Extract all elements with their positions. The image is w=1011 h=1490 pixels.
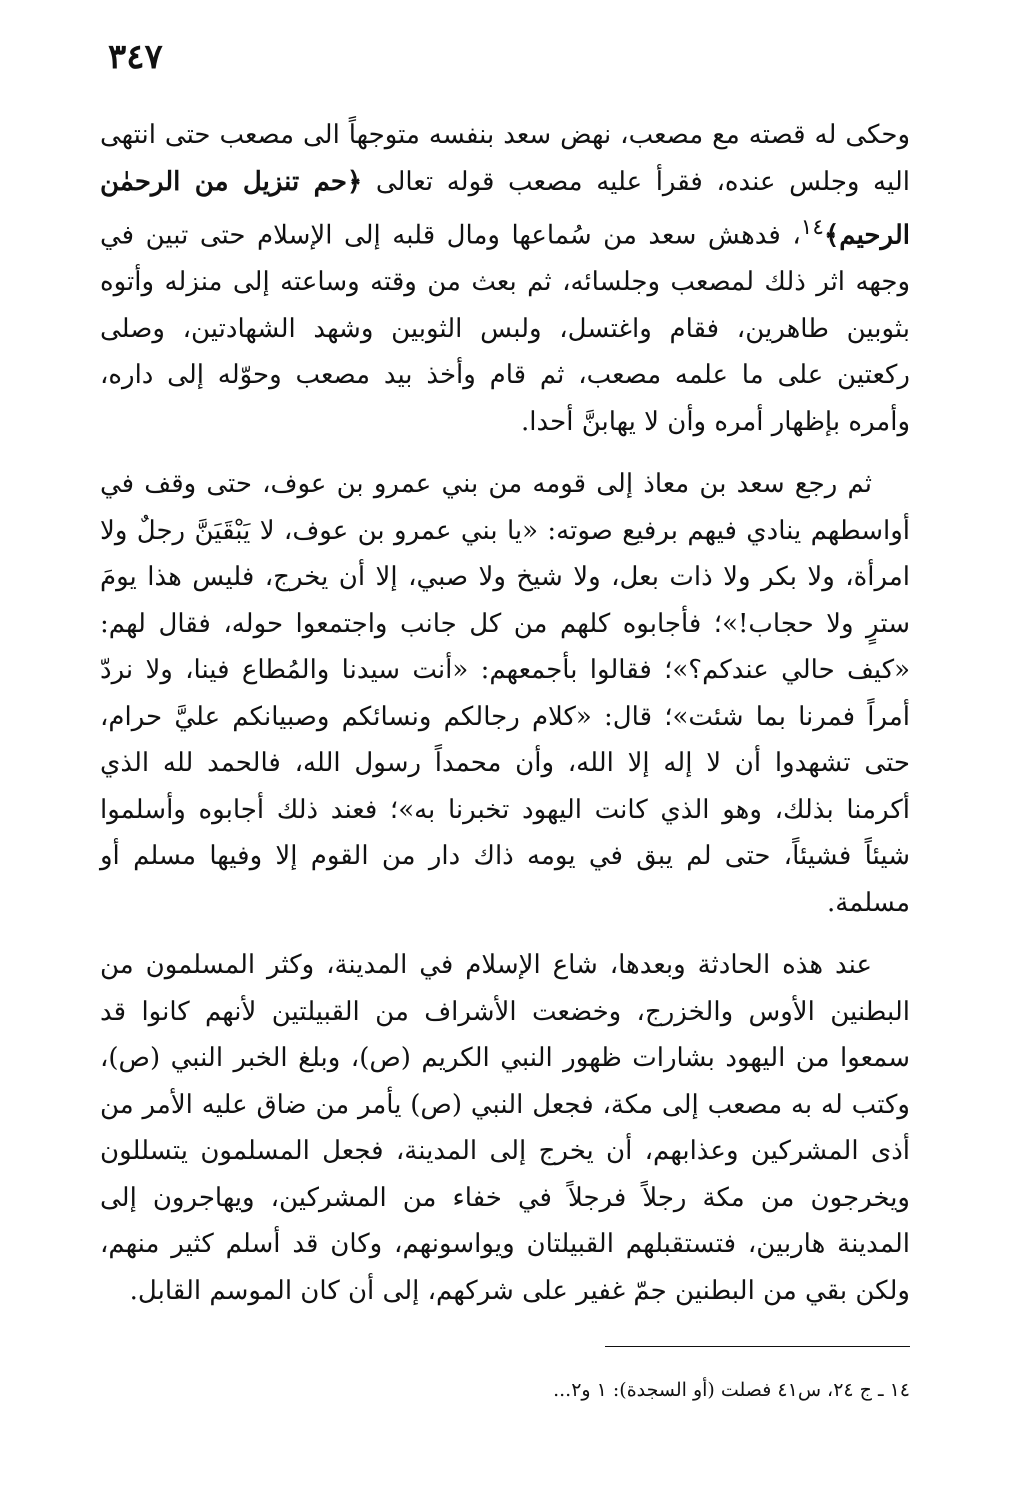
paragraph-3: عند هذه الحادثة وبعدها، شاع الإسلام في المدينة، وكثر المسلمون من البطنين الأوس والخزرج، وخضعت الأشراف من القبيلتين لأنهم كانوا قد سمعوا من اليهود بشارات ظهور النبي الكريم (ص)، وبلغ الخبر النبي (ص)، وكتب له به مصعب إلى مكة، فجعل النبي (ص) يأمر من ضاق عليه الأمر من أذى المشركين وعذابهم، أن يخرج إلى المدينة، فجعل المسلمون يتسللون ويخرجون من مكة رجلاً فرجلاً في خفاء من المشركين، ويهاجرون إلى المدينة هاربين، فتستقبلهم القبيلتان ويواسونهم، وكان قد أسلم كثير منهم، ولكن بقي من البطنين جمّ غفير على شركهم، إلى أن كان الموسم القابل. bbox=[100, 950, 911, 1306]
paragraph-1-text-after: ، فدهش سعد من سُماعها ومال قلبه إلى الإسلام حتى تبين في وجهه اثر ذلك لمصعب وجلسائه، ثم بعث من وقته وساعته إلى منزله وأتوه بثوبين طاهرين، فقام واغتسل، ولبس الثوبين وشهد الشهادتين، وصلى ركعتين على ما علمه مصعب، ثم قام وأخذ بيد مصعب وحوّله إلى داره، وأمره بإظهار أمره وأن لا يهابنَّ أحدا. bbox=[100, 220, 910, 437]
main-text bbox=[100, 112, 910, 1330]
footnote-divider bbox=[605, 1346, 910, 1347]
page-number: ٣٤٧ bbox=[108, 37, 163, 77]
footnote: ١٤ ـ ج ٢٤، س٤١ فصلت (أو السجدة): ١ و٢... bbox=[553, 1379, 910, 1401]
paragraph-1 bbox=[100, 112, 910, 445]
paragraph-2: ثم رجع سعد بن معاذ إلى قومه من بني عمرو بن عوف، حتى وقف في أواسطهم ينادي فيهم برفيع صوته: «يا بني عمرو بن عوف، لا يَبْقَيَنَّ رجلٌ ولا امرأة، ولا بكر ولا ذات بعل، ولا شيخ ولا صبي، إلا أن يخرج، فليس هذا يومَ سترٍ ولا حجاب!»؛ فأجابوه كلهم من كل جانب واجتمعوا حوله، فقال لهم: «كيف حالي عندكم؟»؛ فقالوا بأجمعهم: «أنت سيدنا والمُطاع فينا، ولا نردّ أمراً فمرنا بما شئت»؛ قال: «كلام رجالكم ونسائكم وصبيانكم عليَّ حرام، حتى تشهدوا أن لا إله إلا الله، وأن محمداً رسول الله، فالحمد لله الذي أكرمنا بذلك، وهو الذي كانت اليهود تخبرنا به»؛ فعند ذلك أجابوه وأسلموا شيئاً فشيئاً، حتى لم يبق في يومه ذاك دار من القوم إلا وفيها مسلم أو مسلمة. bbox=[100, 469, 910, 918]
quran-verse: ﴿حم تنزيل من الرحمٰن الرحيم﴾ bbox=[100, 166, 910, 251]
paragraph-1-text-before: وحكى له قصته مع مصعب، نهض سعد بنفسه متوجهاً الى مصعب حتى انتهى اليه وجلس عنده، فقرأ عليه مصعب قوله تعالى bbox=[100, 120, 910, 197]
footnote-reference: ١٤ bbox=[800, 215, 825, 240]
